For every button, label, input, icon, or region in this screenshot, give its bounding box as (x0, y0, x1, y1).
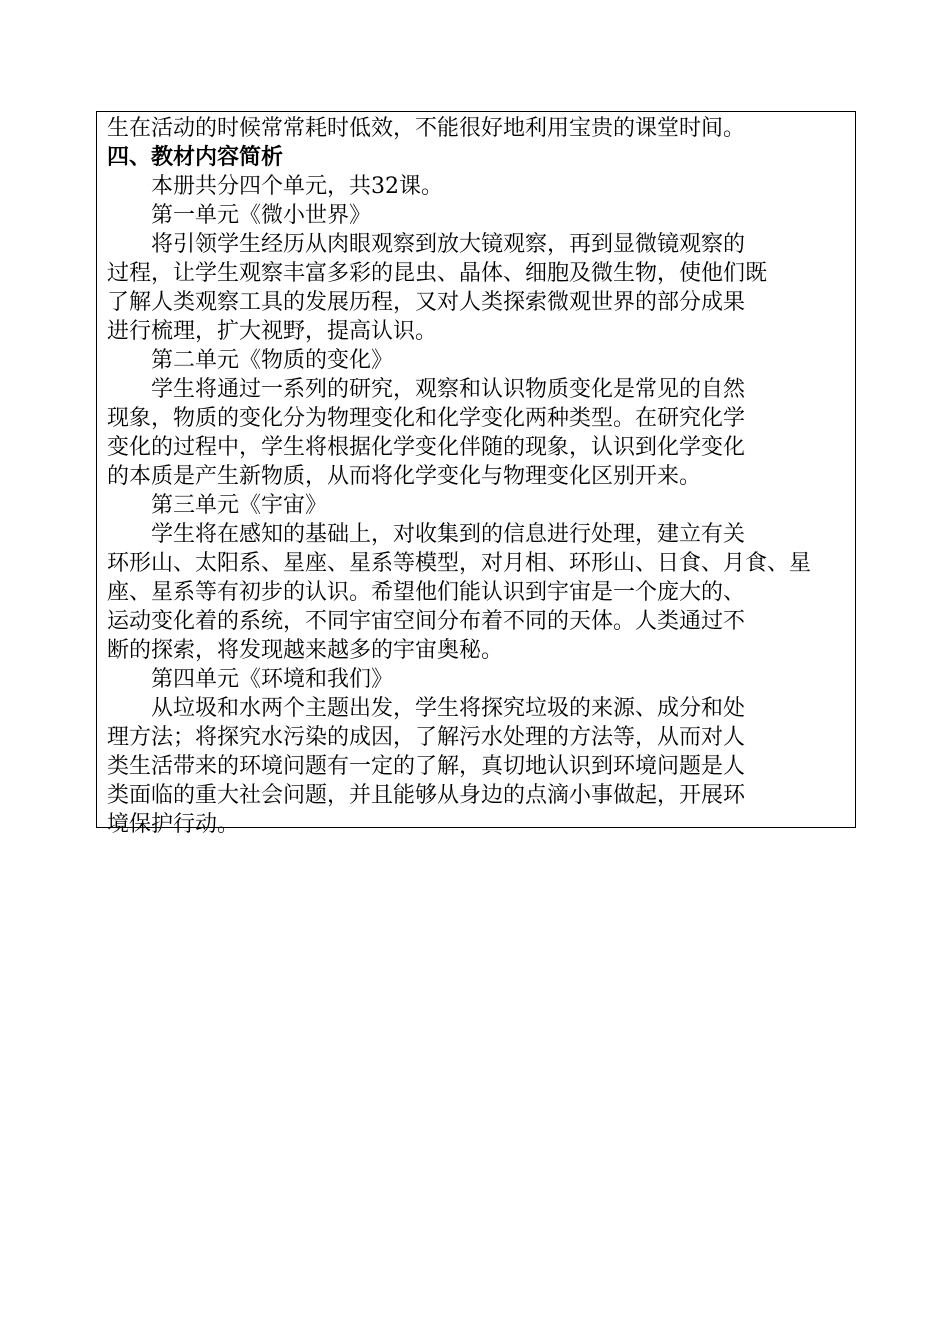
text-line: 现象，物质的变化分为物理变化和化学变化两种类型。在研究化学 (107, 406, 746, 431)
text-line: 从垃圾和水两个主题出发，学生将探究垃圾的来源、成分和处 (151, 696, 746, 721)
text-line: 理方法；将探究水污染的成因，了解污水处理的方法等，从而对人 (107, 725, 746, 750)
text-line: 进行梳理，扩大视野，提高认识。 (107, 319, 438, 344)
text-line: 类面临的重大社会问题，并且能够从身边的点滴小事做起，开展环 (107, 783, 746, 808)
text-line: 本册共分四个单元，共32课。 (151, 174, 443, 199)
text-line: 生在活动的时候常常耗时低效，不能很好地利用宝贵的课堂时间。 (107, 116, 746, 141)
text-line: 座、星系等有初步的认识。希望他们能认识到宇宙是一个庞大的、 (107, 580, 746, 605)
text-line: 了解人类观察工具的发展历程，又对人类探索微观世界的部分成果 (107, 290, 746, 315)
text-line: 学生将在感知的基础上，对收集到的信息进行处理，建立有关 (151, 522, 746, 547)
text-line: 境保护行动。 (107, 812, 240, 837)
unit-title: 第四单元《环境和我们》 (151, 667, 394, 692)
unit-title: 第三单元《宇宙》 (151, 493, 328, 518)
content-box (96, 111, 856, 837)
text-line: 变化的过程中，学生将根据化学变化伴随的现象，认识到化学变化 (107, 435, 746, 460)
text-line: 的本质是产生新物质，从而将化学变化与物理变化区别开来。 (107, 464, 702, 489)
unit-title: 第一单元《微小世界》 (151, 203, 372, 228)
text-line: 将引领学生经历从肉眼观察到放大镜观察，再到显微镜观察的 (151, 232, 746, 257)
section-heading: 四、教材内容简析 (107, 144, 284, 170)
text-line: 类生活带来的环境问题有一定的了解，真切地认识到环境问题是人 (107, 754, 746, 779)
text-line: 断的探索，将发现越来越多的宇宙奥秘。 (107, 638, 504, 663)
text-line: 学生将通过一系列的研究，观察和认识物质变化是常见的自然 (151, 377, 746, 402)
text-line: 环形山、太阳系、星座、星系等模型，对月相、环形山、日食、月食、星 (107, 551, 812, 576)
text-line: 运动变化着的系统，不同宇宙空间分布着不同的天体。人类通过不 (107, 609, 746, 634)
unit-title: 第二单元《物质的变化》 (151, 348, 394, 373)
text-line: 过程，让学生观察丰富多彩的昆虫、晶体、细胞及微生物，使他们既 (107, 261, 768, 286)
